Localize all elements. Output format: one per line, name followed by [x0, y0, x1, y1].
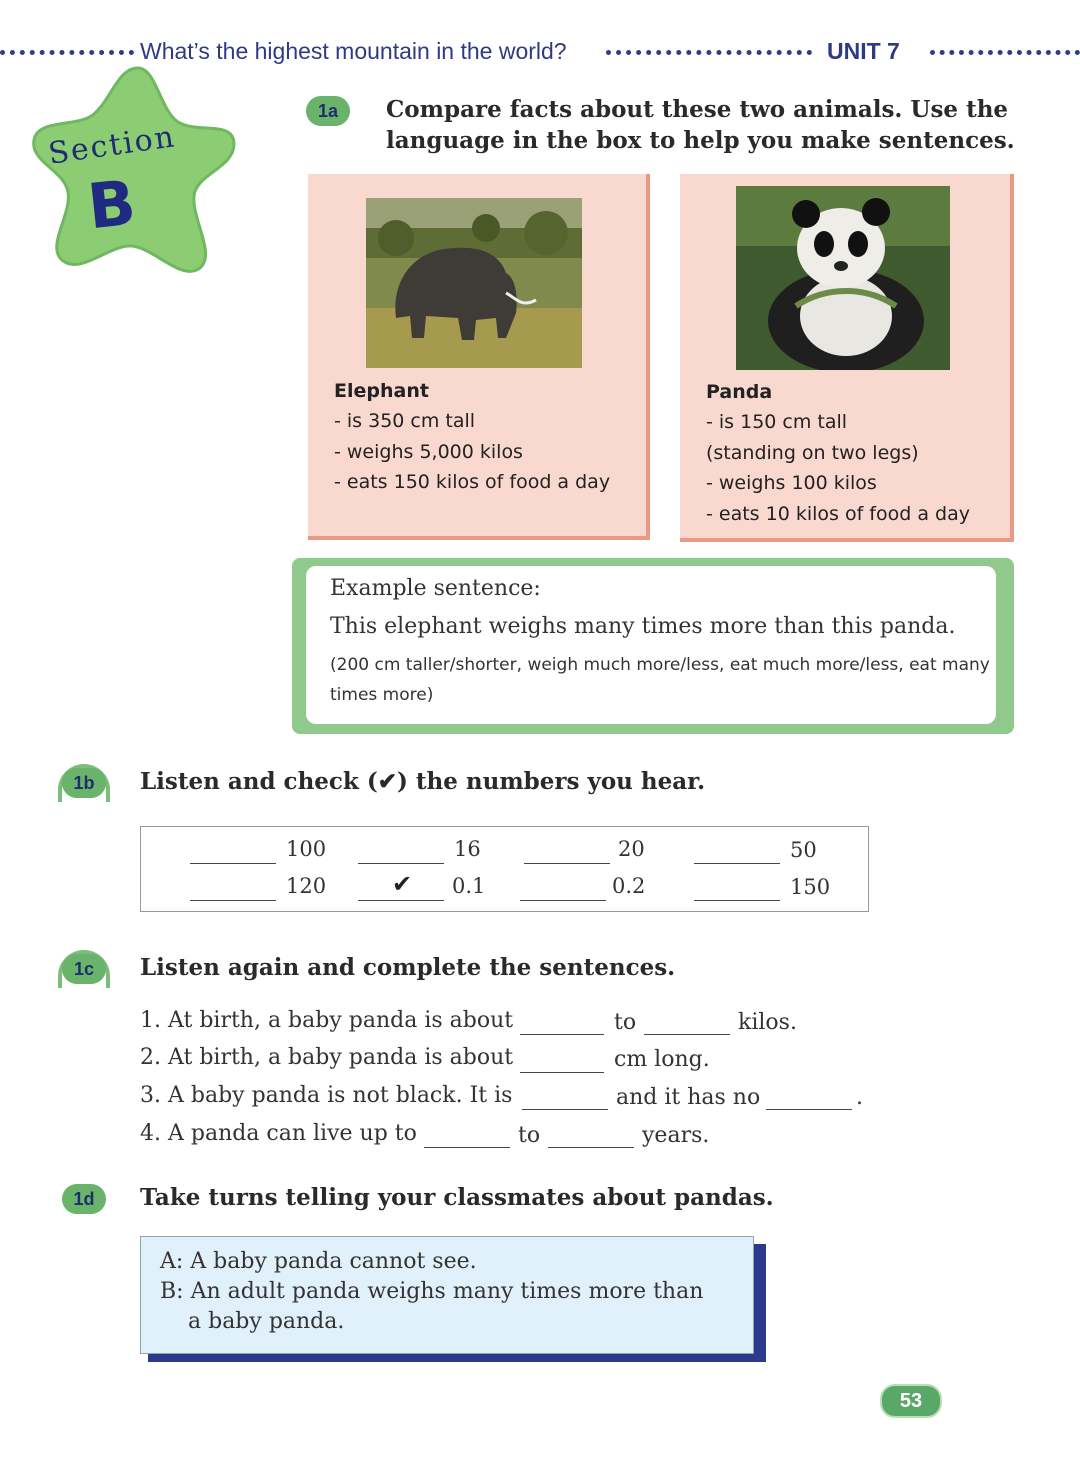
sentence-1-part-c: kilos.: [738, 1010, 797, 1035]
check-mark-icon: ✔: [392, 870, 413, 898]
sentence-1-part-a: 1. At birth, a baby panda is about: [140, 1008, 514, 1033]
number-option: 0.2: [612, 874, 646, 898]
check-blank[interactable]: [694, 862, 780, 864]
badge-1d: 1d: [62, 1184, 106, 1214]
elephant-fact: - eats 150 kilos of food a day: [334, 471, 611, 493]
elephant-fact: - is 350 cm tall: [334, 410, 476, 432]
elephant-fact: - weighs 5,000 kilos: [334, 441, 523, 463]
dialog-line-b-cont: a baby panda.: [188, 1309, 345, 1334]
answer-blank[interactable]: [520, 1071, 604, 1073]
check-blank[interactable]: [694, 899, 780, 901]
sentence-4-part-c: years.: [642, 1123, 710, 1148]
check-blank[interactable]: [524, 862, 610, 864]
check-blank[interactable]: [190, 899, 276, 901]
panda-fact: - weighs 100 kilos: [706, 472, 877, 494]
check-blank[interactable]: [520, 899, 606, 901]
check-blank[interactable]: [190, 862, 276, 864]
answer-blank[interactable]: [766, 1108, 852, 1110]
instruction-1a-line2: language in the box to help you make sentences.: [386, 127, 1015, 154]
example-label: Example sentence:: [330, 576, 541, 601]
number-option: 100: [286, 837, 327, 861]
instruction-1d: Take turns telling your classmates about pandas.: [140, 1184, 774, 1211]
panda-fact: (standing on two legs): [706, 442, 919, 464]
sentence-3-part-c: .: [856, 1085, 863, 1110]
panda-photo: [736, 186, 950, 370]
header-dots-right: [930, 50, 1080, 65]
instruction-1c: Listen again and complete the sentences.: [140, 954, 676, 981]
number-option: 120: [286, 874, 327, 898]
unit-title: What’s the highest mountain in the world?: [140, 38, 567, 64]
answer-blank[interactable]: [548, 1146, 634, 1148]
section-word: Section: [46, 119, 178, 172]
elephant-name: Elephant: [334, 380, 429, 402]
header-dots-left: [0, 50, 134, 65]
sentence-4-part-a: 4. A panda can live up to: [140, 1121, 417, 1146]
number-option: 16: [454, 837, 481, 861]
badge-1a: 1a: [306, 96, 350, 126]
number-option: 50: [790, 838, 817, 862]
sentence-3-part-b: and it has no: [616, 1085, 761, 1110]
dialog-line-b: B: An adult panda weighs many times more than: [160, 1279, 704, 1304]
example-sentence: This elephant weighs many times more than this panda.: [330, 614, 956, 639]
number-option: 20: [618, 837, 645, 861]
badge-1c: 1c: [62, 954, 106, 984]
badge-1b: 1b: [62, 768, 106, 798]
sentence-2-part-b: cm long.: [614, 1047, 710, 1072]
dialog-line-a: A: A baby panda cannot see.: [160, 1249, 477, 1274]
answer-blank[interactable]: [522, 1108, 608, 1110]
sentence-2-part-a: 2. At birth, a baby panda is about: [140, 1045, 514, 1070]
panda-fact: - is 150 cm tall: [706, 411, 848, 433]
check-blank[interactable]: [358, 862, 444, 864]
panda-name: Panda: [706, 381, 773, 403]
answer-blank[interactable]: [520, 1033, 604, 1035]
instruction-1a-line1: Compare facts about these two animals. Use the: [386, 96, 1009, 123]
number-option: 150: [790, 875, 831, 899]
instruction-1b: Listen and check (✔) the numbers you hear.: [140, 768, 706, 795]
section-letter: B: [84, 165, 139, 244]
sentence-4-part-b: to: [518, 1123, 541, 1148]
example-hint: (200 cm taller/shorter, weigh much more/less, eat much more/less, eat many times more): [330, 655, 990, 705]
unit-label: UNIT 7: [827, 38, 900, 64]
elephant-photo: [366, 198, 582, 368]
panda-fact: - eats 10 kilos of food a day: [706, 503, 970, 525]
number-option: 0.1: [452, 874, 486, 898]
page-number: 53: [880, 1384, 942, 1418]
sentence-1-part-b: to: [614, 1010, 637, 1035]
header-dots-middle: [606, 50, 812, 65]
answer-blank[interactable]: [424, 1146, 510, 1148]
sentence-3-part-a: 3. A baby panda is not black. It is: [140, 1083, 513, 1108]
check-blank[interactable]: [358, 899, 444, 901]
answer-blank[interactable]: [644, 1033, 730, 1035]
